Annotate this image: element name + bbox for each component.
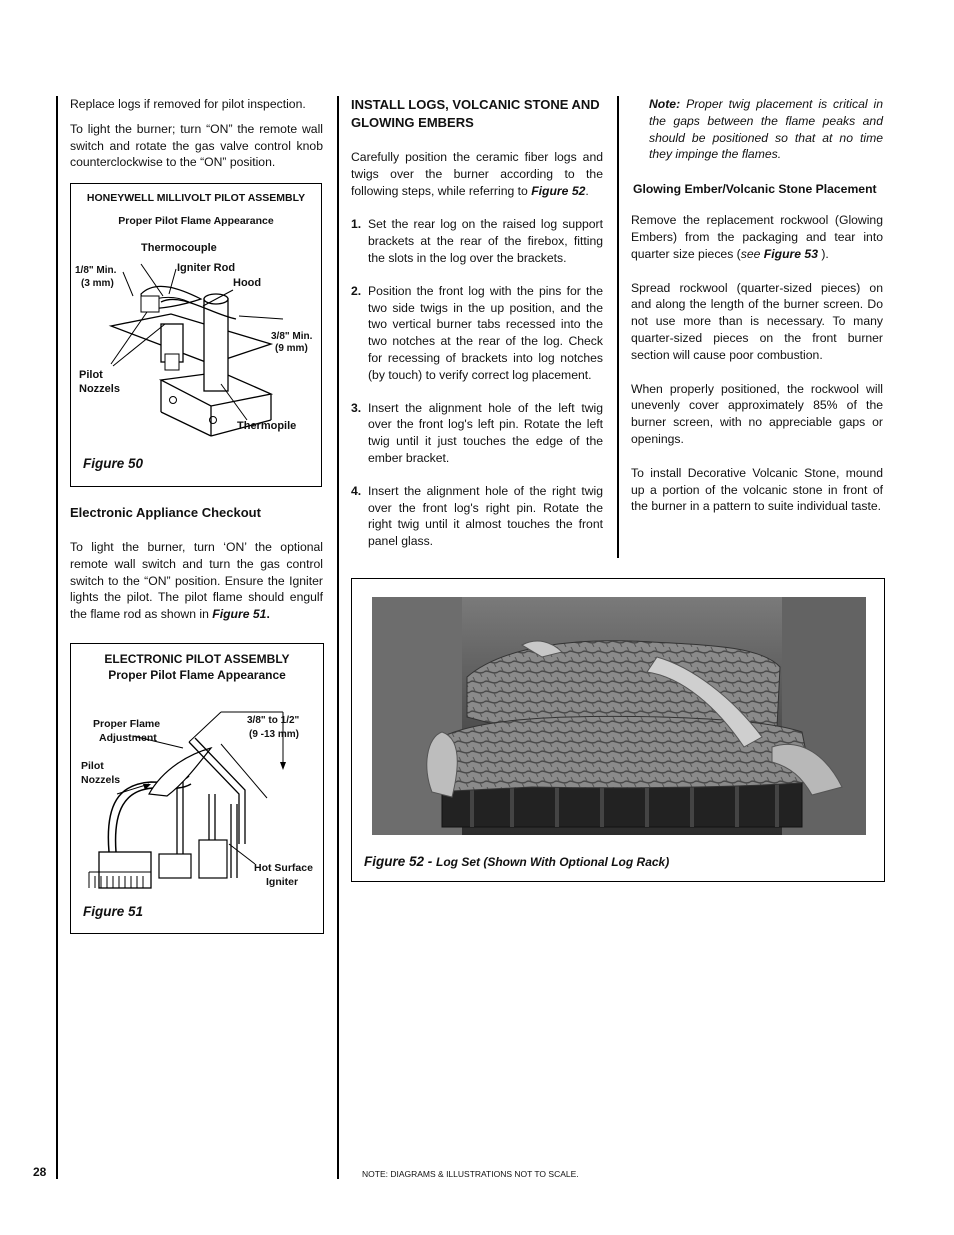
step-number: 2. (351, 283, 362, 298)
note-text: Proper twig placement is critical in the gaps between the flame peaks and should be positioned so that at no time they impinge the flames. (649, 97, 883, 162)
figure-51-box (70, 643, 324, 934)
label-igniter-rod: Igniter Rod (177, 262, 236, 274)
center-column-rule (337, 96, 339, 1179)
figure-52-caption-text: Log Set (Shown With Optional Log Rack) (436, 855, 670, 869)
label-min-left-2: (3 mm) (81, 278, 114, 289)
label-pilot-1: Pilot (79, 369, 103, 381)
paragraph-volcanic-stone: To install Decorative Volcanic Stone, mound up a portion of the volcanic stone in front of the burner in a pattern to suite individual taste. (631, 465, 883, 514)
note-twig-placement (649, 96, 883, 163)
right-column-rule (617, 96, 619, 558)
label-proper-flame-2: Adjustment (99, 732, 157, 744)
step-number: 4. (351, 483, 362, 498)
label-pilot-2: Nozzels (79, 383, 120, 395)
figure-51-title: ELECTRONIC PILOT ASSEMBLY (104, 652, 290, 666)
figure-50-title: HONEYWELL MILLIVOLT PILOT ASSEMBLY (86, 192, 306, 204)
paragraph-light-burner: To light the burner; turn “ON” the remote wall switch and rotate the gas valve control knob counterclockwise to the “ON” position. (70, 121, 323, 170)
figure-52-caption (364, 853, 669, 871)
label-min-right-2: (9 mm) (275, 343, 308, 354)
label-pilot-51-1: Pilot (81, 760, 104, 772)
install-step (351, 216, 603, 266)
figure-53-reference: Figure 53 (763, 246, 818, 261)
label-min-right-1: 3/8" Min. (271, 331, 313, 342)
install-step (351, 483, 603, 550)
see-text: see (740, 246, 764, 261)
heading-ember-placement: Glowing Ember/Volcanic Stone Placement (633, 182, 877, 197)
paragraph-install-intro (351, 149, 603, 199)
step-text: Position the front log with the pins for the two side twigs in the up position, and the two vertical burner tabs recessed into the two notches at the rear of the log. Check for recessing of brackets into log notches (by touch) to verify correct log placement. (368, 283, 603, 382)
page-number: 28 (33, 1165, 47, 1179)
paragraph-replace-logs: Replace logs if removed for pilot inspection. (70, 97, 306, 111)
note-label: Note: (649, 97, 681, 111)
footnote-not-to-scale: NOTE: DIAGRAMS & ILLUSTRATIONS NOT TO SCALE. (362, 1169, 579, 1179)
heading-install-logs: INSTALL LOGS, VOLCANIC STONE AND GLOWING EMBERS (351, 97, 600, 130)
log-set-photo (372, 597, 866, 835)
install-step (351, 283, 603, 384)
column-1-lower (70, 504, 323, 631)
step-number: 1. (351, 217, 362, 232)
figure-51-subtitle: Proper Pilot Flame Appearance (108, 668, 286, 682)
label-thermocouple: Thermocouple (141, 242, 217, 254)
heading-electronic-checkout: Electronic Appliance Checkout (70, 505, 261, 520)
label-range-2: (9 -13 mm) (249, 729, 300, 740)
figure-52-box (351, 578, 885, 882)
figure-50-caption: Figure 50 (83, 456, 144, 471)
step-text: Set the rear log on the raised log support brackets at the rear of the firebox, fitting the slots in the log over the brackets. (368, 217, 603, 265)
label-thermopile: Thermopile (237, 420, 297, 432)
label-proper-flame-1: Proper Flame (93, 718, 161, 730)
checkout-text-a: To light the burner, turn ‘ON’ the optional remote wall switch and turn the gas control switch to the “ON” position. Ensure the Igniter lights the pilot. The pilot flame should engulf the flame rod as shown in (70, 540, 323, 622)
checkout-text-b: . (266, 607, 270, 622)
column-3 (631, 96, 883, 523)
left-margin-rule (56, 96, 58, 1179)
step-text: Insert the alignment hole of the right twig over the front log's right pin. Rotate the right twig until it almost touches the front panel glass. (368, 483, 603, 549)
label-range-1: 3/8" to 1/2" (247, 715, 300, 726)
label-pilot-51-2: Nozzels (81, 774, 121, 786)
paragraph-electronic-checkout (70, 539, 323, 623)
figure-51-reference: Figure 51 (212, 607, 267, 622)
label-hood: Hood (233, 277, 262, 289)
install-step (351, 400, 603, 467)
label-igniter-1: Hot Surface (254, 862, 313, 874)
paragraph-rockwool-coverage: When properly positioned, the rockwool will unevenly cover approximately 85% of the burner screen, with no appreciable gaps or openings. (631, 381, 883, 446)
figure-51-caption: Figure 51 (83, 904, 144, 919)
column-1 (70, 96, 323, 179)
figure-52-reference: Figure 52 (531, 183, 586, 198)
install-intro-text-a: Carefully position the ceramic fiber logs and twigs over the burner according to the following steps, while referring to (351, 150, 603, 198)
rockwool-text-b: ). (817, 246, 829, 261)
paragraph-spread-rockwool: Spread rockwool (quarter-sized pieces) on and along the length of the burner screen. Do not use more than is necessary. To many quarter-sized pieces on the front burner section will cause poor combustion. (631, 280, 883, 362)
label-igniter-2: Igniter (266, 876, 299, 888)
install-intro-text-b: . (585, 183, 589, 198)
paragraph-remove-rockwool (631, 212, 883, 262)
label-min-left-1: 1/8" Min. (75, 265, 117, 276)
figure-52-caption-label: Figure 52 - (364, 854, 437, 869)
figure-50-subtitle: Proper Pilot Flame Appearance (118, 215, 274, 227)
step-number: 3. (351, 400, 362, 415)
rockwool-text-a: Remove the replacement rockwool (Glowing Embers) from the packaging and tear into quarter size pieces ( (631, 213, 883, 261)
figure-50-box (70, 183, 322, 487)
step-text: Insert the alignment hole of the left twig over the front log's left pin. Rotate the left twig until it just touches the edge of the ember bracket. (368, 400, 603, 465)
column-2 (351, 96, 603, 559)
install-steps-list (351, 216, 603, 550)
